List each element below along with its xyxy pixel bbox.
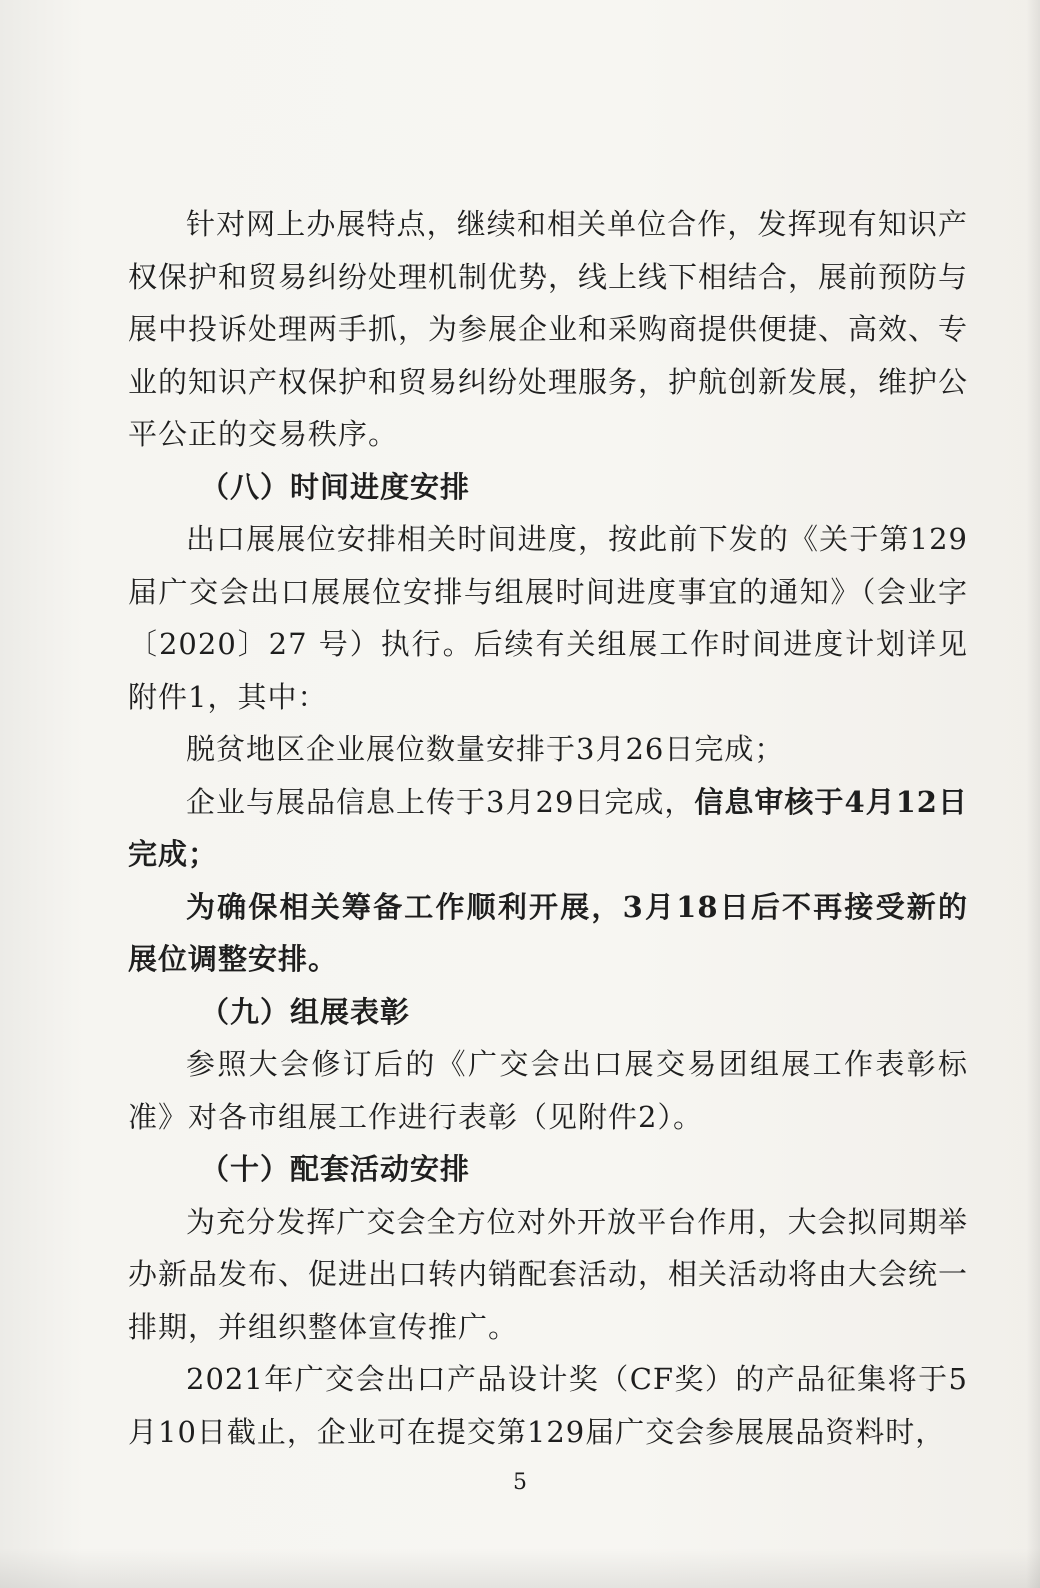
paragraph-info-upload bbox=[128, 776, 968, 881]
page-bottom-shadow bbox=[0, 1548, 1040, 1588]
paragraph-activities: 为充分发挥广交会全方位对外开放平台作用，大会拟同期举办新品发布、促进出口转内销配套活动，相关活动将由大会统一排期，并组织整体宣传推广。 bbox=[128, 1204, 969, 1344]
paragraph-booth-quantity: 脱贫地区企业展位数量安排于3月26日完成； bbox=[186, 732, 785, 766]
heading-schedule: （八）时间进度安排 bbox=[200, 469, 471, 504]
info-review-deadline: 信息审核于4月12日完成； bbox=[128, 784, 968, 871]
paragraph-ip-protection: 针对网上办展特点，继续和相关单位合作，发挥现有知识产权保护和贸易纠纷处理机制优势，线上线下相结合，展前预防与展中投诉处理两手抓，为参展企业和采购商提供便捷、高效、专业的知识产权保护和贸易纠纷处理服务，护航创新发展，维护公平公正的交易秩序。 bbox=[128, 207, 969, 451]
heading-commendation: （九）组展表彰 bbox=[200, 994, 411, 1029]
info-upload-text: 企业与展品信息上传于3月29日完成， bbox=[186, 784, 695, 819]
page-number: 5 bbox=[513, 1470, 527, 1495]
page-edge-shadow bbox=[1026, 0, 1040, 1588]
paragraph-schedule-intro: 出口展展位安排相关时间进度，按此前下发的《关于第129届广交会出口展展位安排与组展时间进度事宜的通知》（会业字〔2020〕27 号）执行。后续有关组展工作时间进度计划详见附件1，其中： bbox=[128, 522, 968, 714]
heading-supporting-activities: （十）配套活动安排 bbox=[200, 1152, 471, 1186]
document-body bbox=[128, 198, 968, 1458]
paragraph-commendation: 参照大会修订后的《广交会出口展交易团组展工作表彰标准》对各市组展工作进行表彰（见附件2）。 bbox=[128, 1047, 968, 1134]
paragraph-adjustment-deadline: 为确保相关筹备工作顺利开展，3月18日后不再接受新的展位调整安排。 bbox=[128, 889, 968, 976]
paragraph-design-award: 2021年广交会出口产品设计奖（CF奖）的产品征集将于5月10日截止，企业可在提交第129届广交会参展展品资料时， bbox=[128, 1362, 968, 1449]
